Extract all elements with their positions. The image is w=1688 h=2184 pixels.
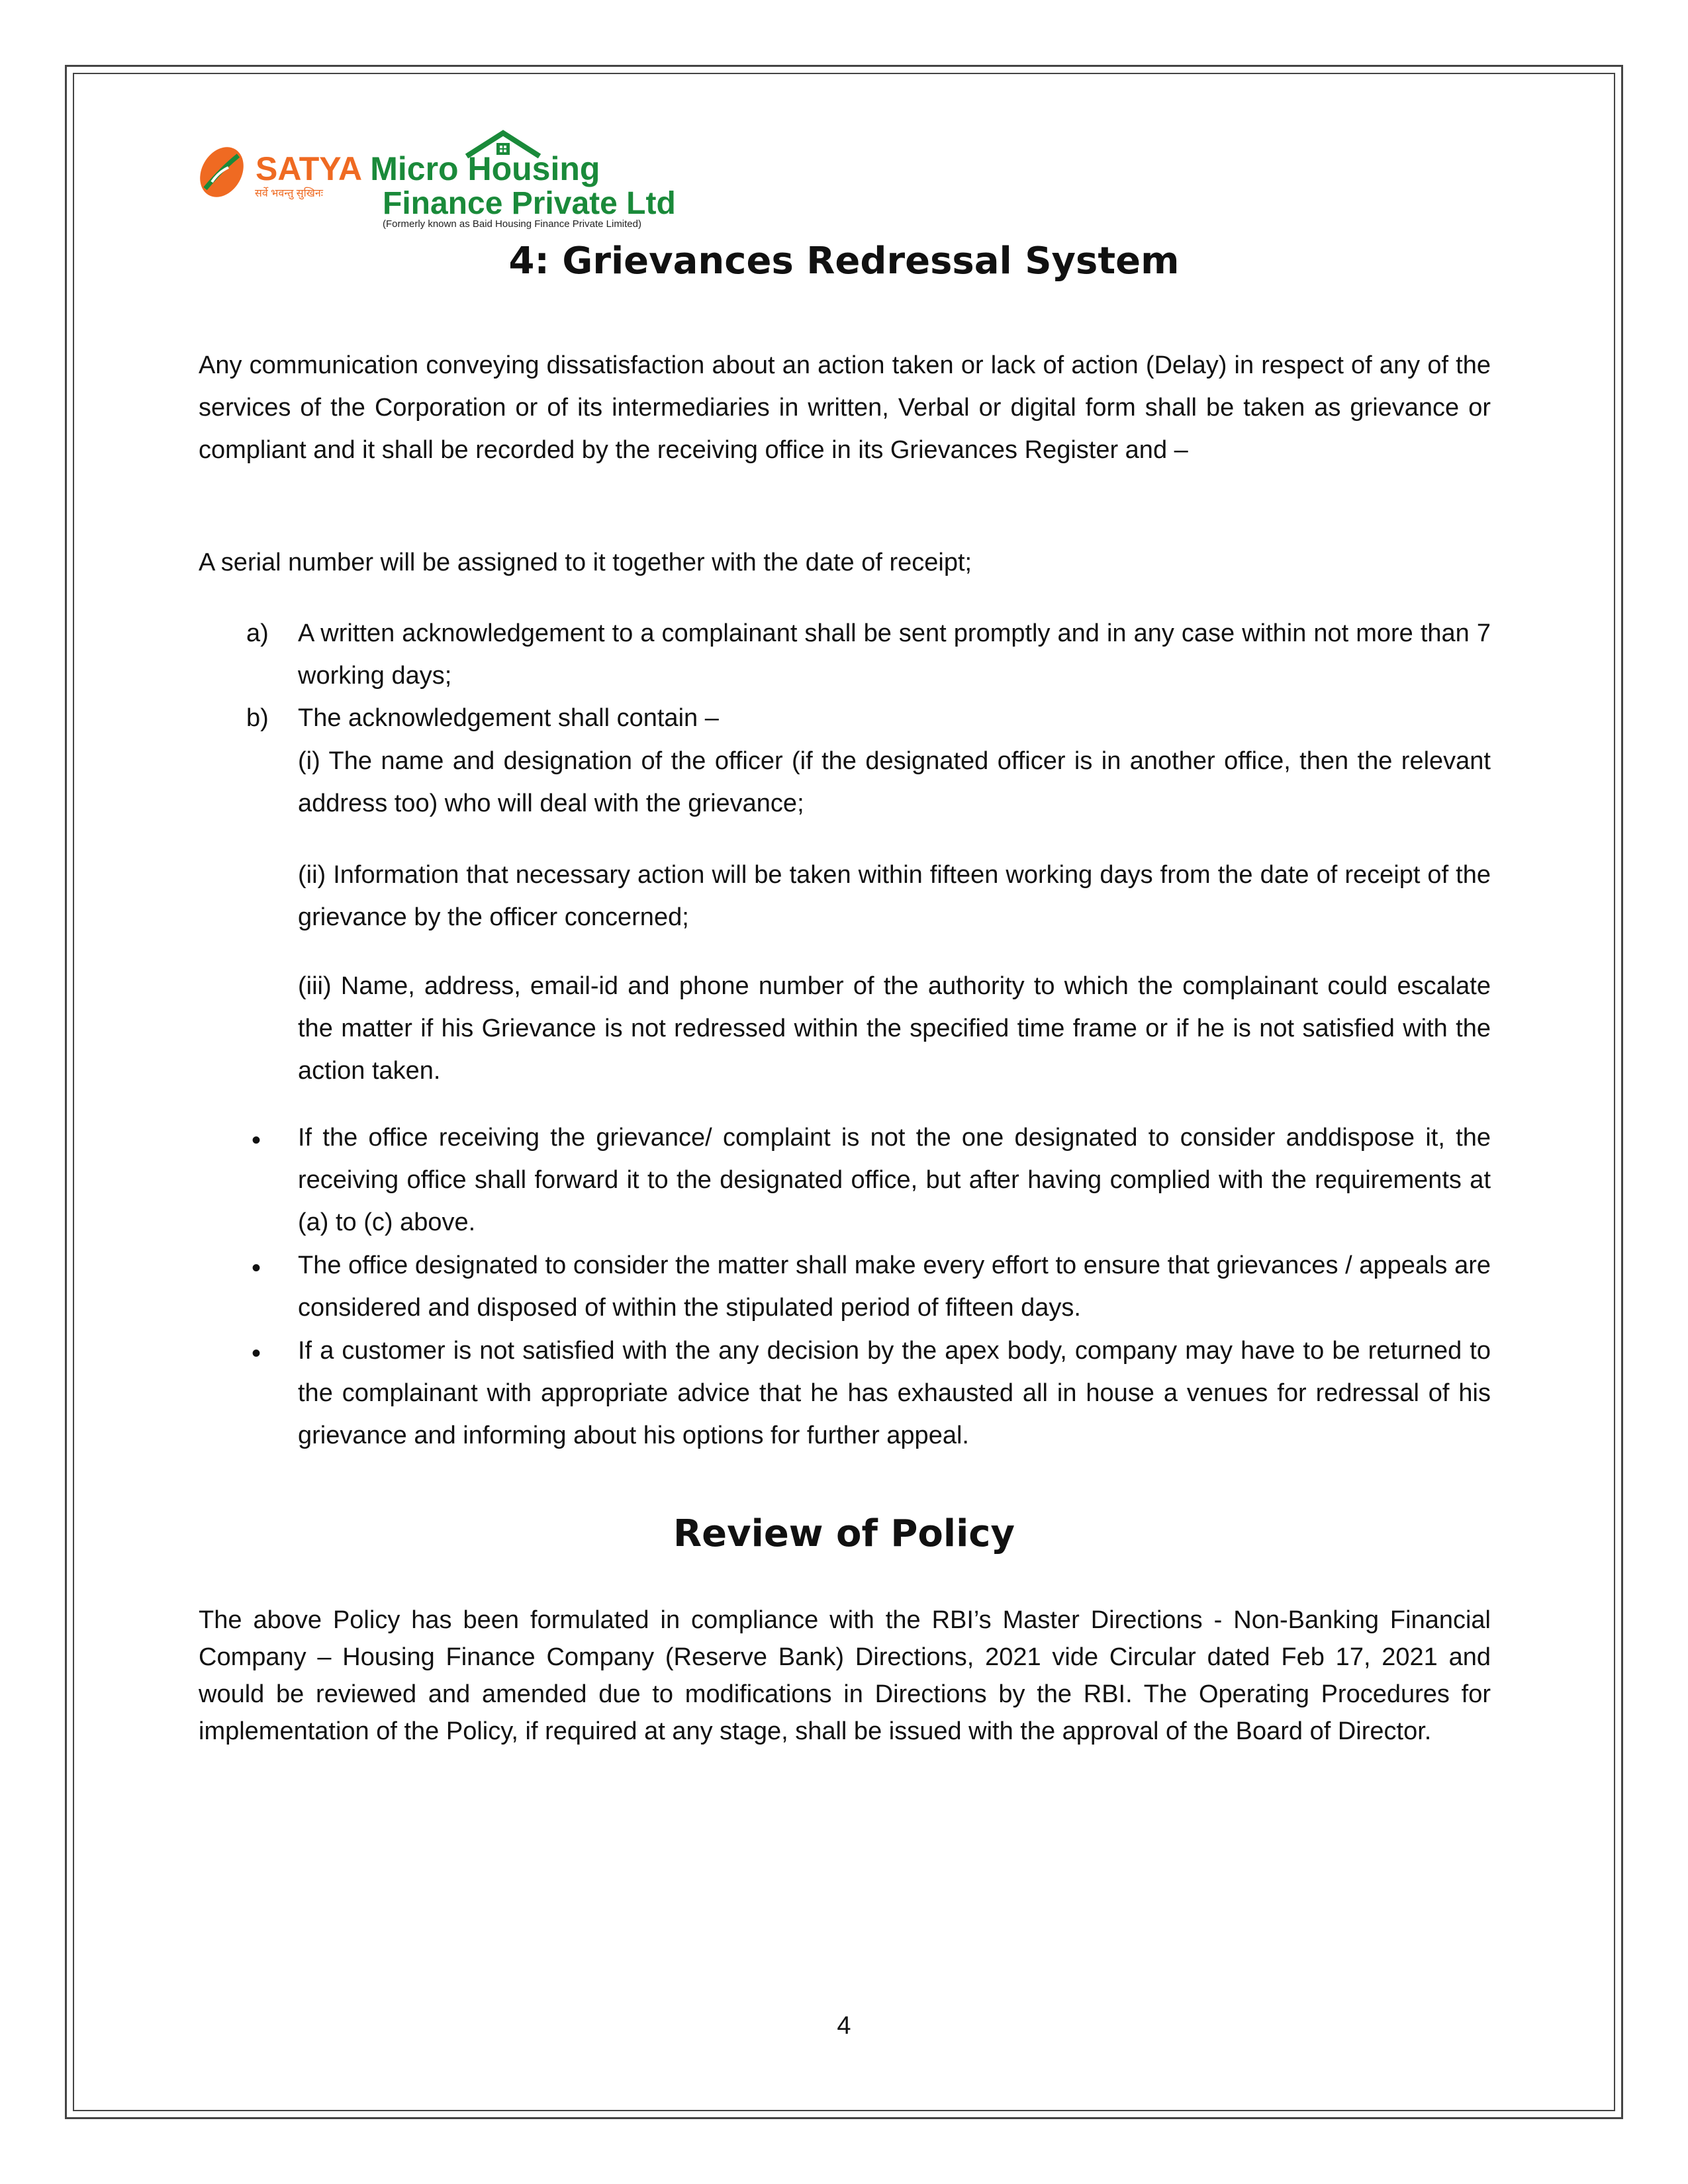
leaf-emblem-icon: [192, 142, 252, 202]
logo-name-line-2: Finance Private Ltd: [383, 186, 676, 221]
review-paragraph: The above Policy has been formulated in compliance with the RBI’s Master Directions - Non-Banking Financial Company – Housing Finance Company (Reserve Bank) Directions, 2021 vide Circular dated Feb 17, 2021 and would be reviewed and amended due to modifications in Directions by the RBI. The Operating Procedures for implementation of the Policy, if required at any stage, shall be issued with the approval of the Board of Director.: [199, 1606, 1491, 1745]
bullet-icon: •: [252, 1126, 261, 1155]
logo-name-line-1: Micro Housing: [370, 150, 600, 187]
list-item-text: The office designated to consider the matter shall make every effort to ensure that grievances / appeals are considered and disposed of within the stipulated period of fifteen days.: [298, 1251, 1491, 1322]
list-marker: a): [246, 619, 269, 647]
sub-item: (ii) Information that necessary action will be taken within fifteen working days from the date of receipt of the grievance by the officer concerned;: [298, 861, 1491, 931]
section-heading: Review of Policy: [673, 1512, 1015, 1555]
logo-tagline: सर्वे भवन्तु सुखिनः: [255, 188, 323, 199]
company-logo: [192, 132, 695, 228]
list-item-text: A written acknowledgement to a complainant shall be sent promptly and in any case within not more than 7 working days;: [298, 619, 1491, 690]
page-title: 4: Grievances Redressal System: [508, 240, 1180, 283]
logo-title: [256, 150, 600, 188]
bullet-icon: •: [252, 1339, 261, 1368]
list-marker: b): [246, 704, 269, 732]
logo-former-name: (Formerly known as Baid Housing Finance Private Limited): [383, 218, 641, 230]
list-item-text: If the office receiving the grievance/ complaint is not the one designated to consider anddispose it, the receiving office shall forward it to the designated office, but after having complied with the requirements at (a) to (c) above.: [298, 1124, 1491, 1236]
list-item-text: If a customer is not satisfied with the any decision by the apex body, company may have to be returned to the complainant with appropriate advice that he has exhausted all in house a venues for redressal of his grievance and informing about his options for further appeal.: [298, 1337, 1491, 1449]
sub-item: (iii) Name, address, email-id and phone number of the authority to which the complainant could escalate the matter if his Grievance is not redressed within the specified time frame or if he is not satisfied with the action taken.: [298, 972, 1491, 1085]
list-item-text: The acknowledgement shall contain –: [298, 704, 719, 732]
bullet-icon: •: [252, 1253, 261, 1283]
page-number: 4: [837, 2012, 851, 2040]
logo-brand: SATYA: [256, 150, 361, 187]
serial-paragraph: A serial number will be assigned to it together with the date of receipt;: [199, 549, 972, 576]
intro-paragraph: Any communication conveying dissatisfaction about an action taken or lack of action (Delay) in respect of any of the services of the Corporation or of its intermediaries in written, Verbal or digital form shall be taken as grievance or compliant and it shall be recorded by the receiving office in its Grievances Register and –: [199, 351, 1491, 464]
sub-item: (i) The name and designation of the officer (if the designated officer is in another office, then the relevant address too) who will deal with the grievance;: [298, 747, 1491, 817]
